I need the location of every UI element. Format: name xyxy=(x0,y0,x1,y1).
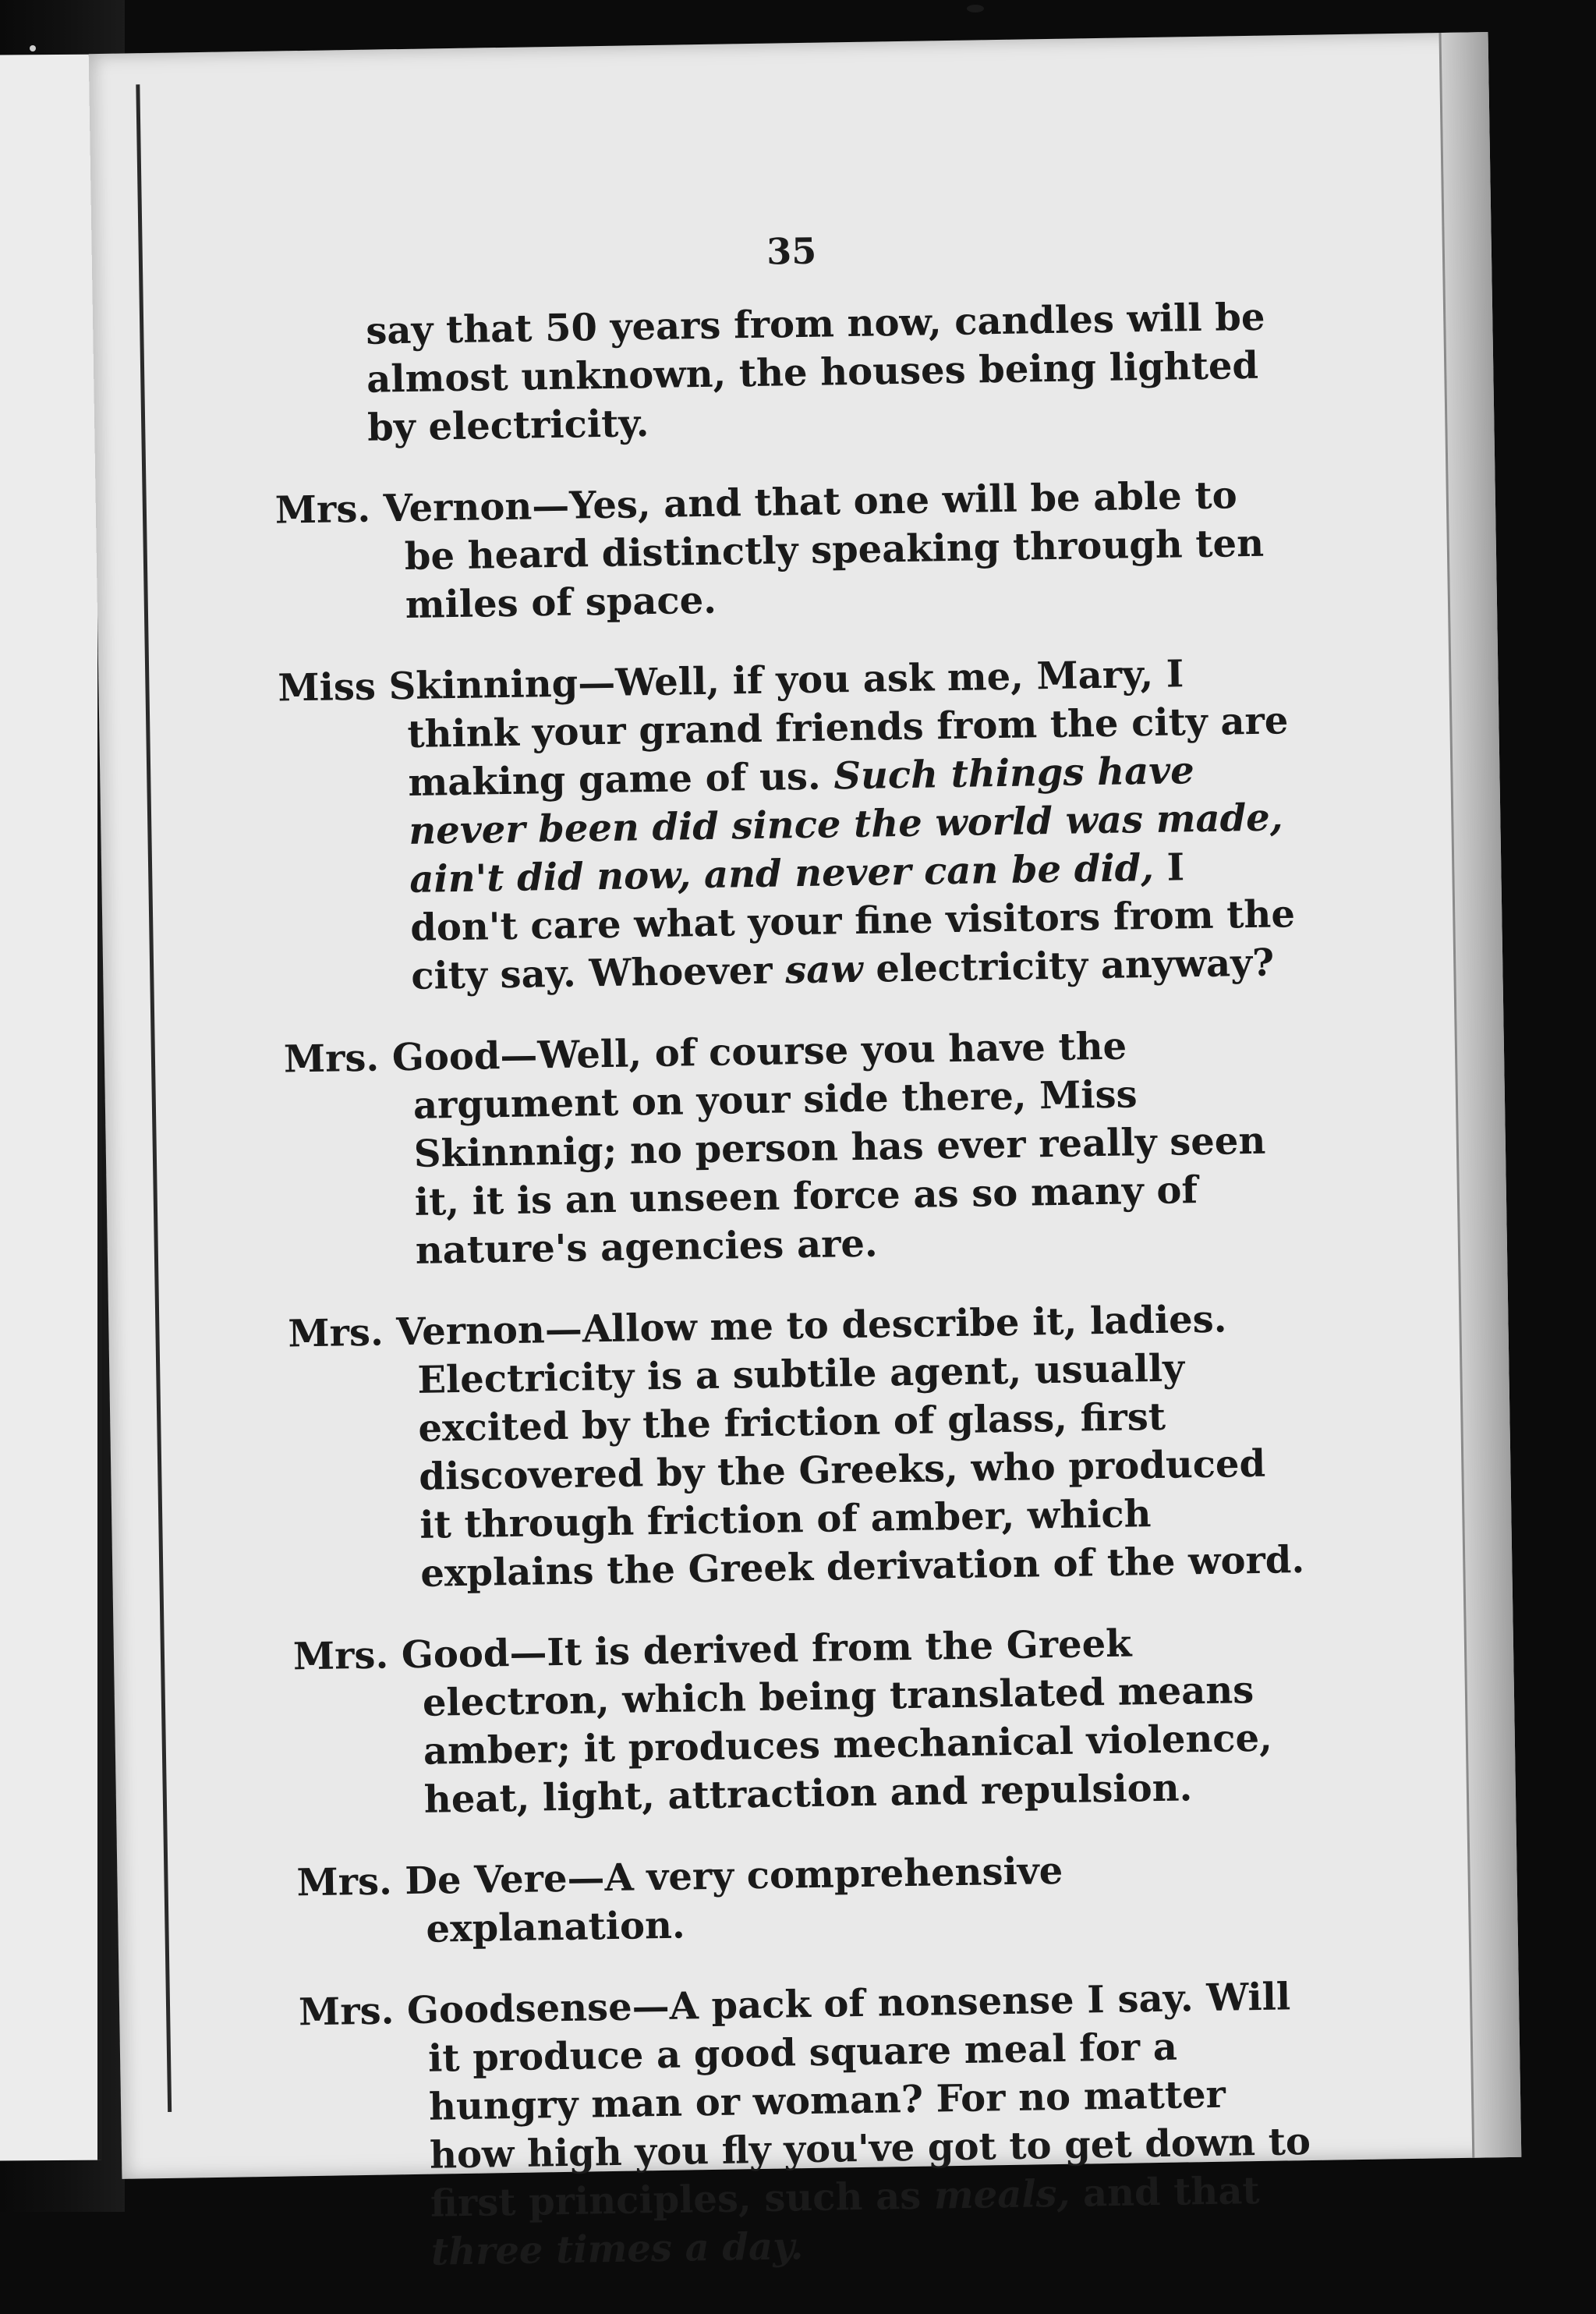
dialogue-text: electricity anyway? xyxy=(862,941,1275,991)
dialogue-italic-text: Such things have never been did since the world was made, ain't did now, and never can be did, xyxy=(408,749,1283,902)
dialogue-italic-text: meals, xyxy=(933,2171,1070,2218)
speaker-name: Mrs. Vernon xyxy=(274,484,533,533)
speaker-name: Miss Skinning xyxy=(278,661,579,711)
paragraph-continuation: say that 50 years from now, candles will be almost unknown, the houses being lighted by electricity. xyxy=(365,295,1265,450)
dialogue-paragraph xyxy=(274,470,1290,631)
dialogue-text: —It is derived from the Greek electron, which being translated means amber; it produces mechanical violence, heat, light, attraction and repulsion. xyxy=(422,1621,1273,1822)
page-gutter-line xyxy=(136,84,172,2112)
speaker-name: Mrs. Good xyxy=(283,1034,501,1082)
dialogue-paragraph xyxy=(293,1617,1310,1826)
dialogue-italic-text: saw xyxy=(784,947,864,993)
book-page xyxy=(89,32,1522,2274)
facing-page-edge xyxy=(0,55,102,2161)
speaker-name: Mrs. Good xyxy=(292,1632,510,1679)
dialogue-text: and that xyxy=(1069,2169,1261,2216)
page-text xyxy=(272,292,1317,2311)
dialogue-text: —Allow me to describe it, ladies. Electricity is a subtile agent, usually excited by the friction of glass, first discovered by the Greeks, who produced it through friction of amber, which explains the Greek derivation of the word. xyxy=(417,1297,1305,1596)
dialogue-text: —Well, of course you have the argument on your side there, Miss Skinnnig; no person has ever really seen it, it is an unseen force as so many of nature's agencies are. xyxy=(412,1024,1266,1273)
dialogue-paragraph xyxy=(278,648,1297,1002)
speaker-name: Mrs. Goodsense xyxy=(298,1985,633,2035)
dialogue-paragraph xyxy=(296,1843,1311,1955)
dialogue-text: —Well, if you ask me, Mary, I think your grand friends from the city are making game of us. xyxy=(407,652,1289,805)
scan-speck xyxy=(30,45,36,51)
dialogue-paragraph xyxy=(288,1294,1306,1600)
speaker-name: Mrs. De Vere xyxy=(296,1856,568,1905)
dialogue-text: I don't care what your fine visitors from the city say. Whoever xyxy=(409,845,1296,998)
dialogue-text: —Yes, and that one will be able to be heard distinctly speaking through ten miles of space. xyxy=(404,473,1265,627)
scan-speck xyxy=(967,5,984,12)
dialogue-text: —A very comprehensive explanation. xyxy=(426,1848,1063,1951)
speaker-name: Mrs. Vernon xyxy=(288,1308,546,1356)
page-stack-edge xyxy=(1439,32,1521,2158)
page-number: 35 xyxy=(766,229,817,273)
dialogue-paragraph xyxy=(299,1972,1317,2278)
dialogue-paragraph xyxy=(284,1019,1301,1277)
dialogue-italic-text: three times a day. xyxy=(430,2224,804,2274)
dialogue-text: —A pack of nonsense I say. Will it produce a good square meal for a hungry man or woman? For no matter how high you fly you've got to get down to first principles, such as xyxy=(427,1975,1311,2226)
